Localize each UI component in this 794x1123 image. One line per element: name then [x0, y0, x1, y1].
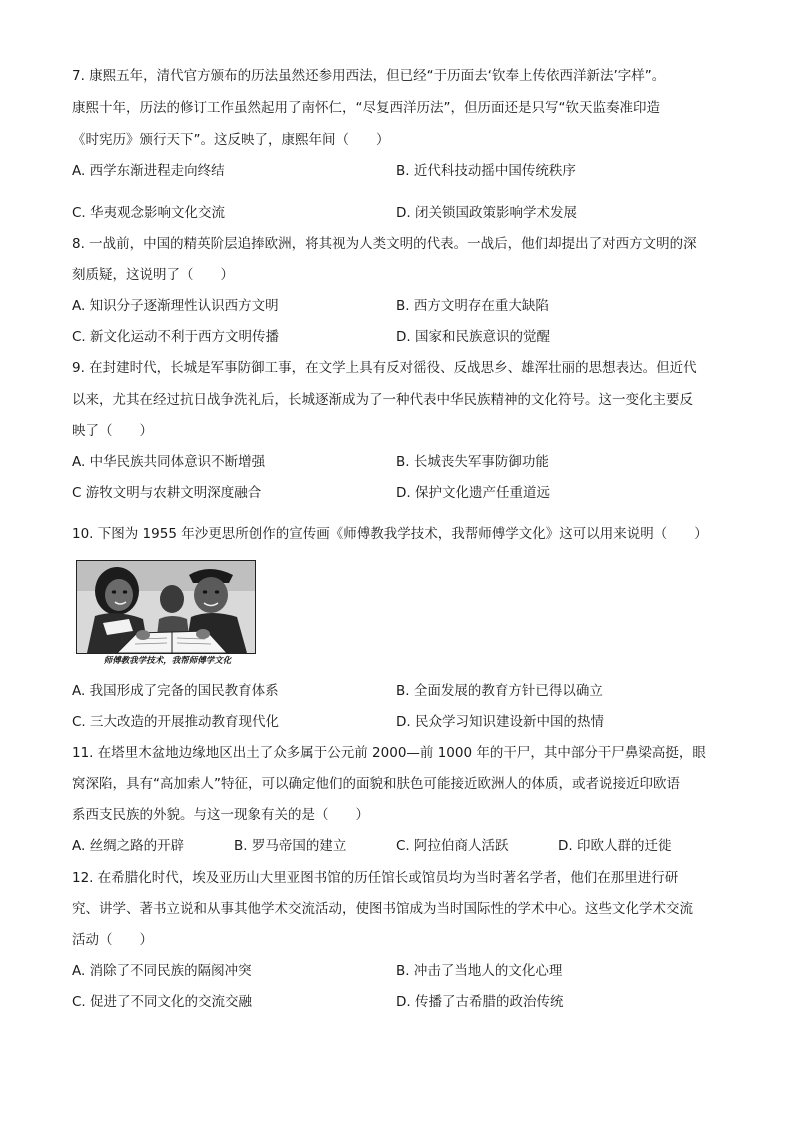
question-text-line: 7. 康熙五年，清代官方颁布的历法虽然还参用西法，但已经“于历面去‘钦奉上传依西洋新法’字样”。	[72, 68, 666, 84]
option-c[interactable]: C. 华夷观念影响文化交流	[72, 205, 226, 221]
option-c[interactable]: C. 新文化运动不利于西方文明传播	[72, 329, 280, 345]
option-a[interactable]: A. 西学东渐进程走向终结	[72, 163, 225, 179]
question-text-line: 刻质疑，这说明了（ ）	[72, 267, 234, 283]
option-c[interactable]: C. 促进了不同文化的交流交融	[72, 994, 253, 1010]
question-text-line: 映了（ ）	[72, 423, 153, 439]
option-d[interactable]: D. 传播了古希腊的政治传统	[396, 994, 564, 1010]
option-d[interactable]: D. 印欧人群的迁徙	[558, 838, 672, 854]
propaganda-poster-image	[76, 560, 256, 654]
option-d[interactable]: D. 国家和民族意识的觉醒	[396, 329, 550, 345]
option-b[interactable]: B. 罗马帝国的建立	[234, 838, 347, 854]
poster-caption: 师傅教我学技术，我帮师傅学文化	[103, 656, 232, 666]
option-b[interactable]: B. 全面发展的教育方针已得以确立	[396, 683, 603, 699]
question-text-line: 康熙十年，历法的修订工作虽然起用了南怀仁，“尽复西洋历法”，但历面还是只写“钦天监奏准印造	[72, 100, 660, 116]
question-text-line: 12. 在希腊化时代，埃及亚历山大里亚图书馆的历任馆长或馆员均为当时著名学者，他们在那里进行研	[72, 870, 679, 886]
option-a[interactable]: A. 消除了不同民族的隔阂冲突	[72, 963, 252, 979]
question-text-line: 活动（ ）	[72, 932, 153, 948]
question-text-line: 8. 一战前，中国的精英阶层追捧欧洲，将其视为人类文明的代表。一战后，他们却提出了对西方文明的深	[72, 236, 697, 252]
option-c[interactable]: C. 三大改造的开展推动教育现代化	[72, 714, 280, 730]
question-text-line: 10. 下图为 1955 年沙更思所创作的宣传画《师傅教我学技术，我帮师傅学文化》这可以用来说明（ ）	[72, 526, 708, 542]
option-b[interactable]: B. 近代科技动摇中国传统秩序	[396, 163, 576, 179]
option-a[interactable]: A. 知识分子逐渐理性认识西方文明	[72, 298, 279, 314]
question-text-line: 以来，尤其在经过抗日战争洗礼后，长城逐渐成为了一种代表中华民族精神的文化符号。这一变化主要反	[72, 392, 693, 408]
question-text-line: 《时宪历》颁行天下”。这反映了，康熙年间（ ）	[72, 132, 390, 148]
question-text-line: 窝深陷，具有“高加索人”特征，可以确定他们的面貌和肤色可能接近欧洲人的体质，或者说接近印欧语	[72, 776, 680, 792]
question-text-line: 11. 在塔里木盆地边缘地区出土了众多属于公元前 2000—前 1000 年的干尸，其中部分干尸鼻梁高挺，眼	[72, 745, 706, 761]
option-b[interactable]: B. 长城丧失军事防御功能	[396, 454, 549, 470]
option-a[interactable]: A. 中华民族共同体意识不断增强	[72, 454, 266, 470]
question-text-line: 9. 在封建时代，长城是军事防御工事，在文学上具有反对徭役、反战思乡、雄浑壮丽的思想表达。但近代	[72, 360, 697, 376]
option-d[interactable]: D. 闭关锁国政策影响学术发展	[396, 205, 577, 221]
option-c[interactable]: C 游牧文明与农耕文明深度融合	[72, 485, 262, 501]
option-c[interactable]: C. 阿拉伯商人活跃	[396, 838, 509, 854]
option-b[interactable]: B. 冲击了当地人的文化心理	[396, 963, 563, 979]
option-a[interactable]: A. 丝绸之路的开辟	[72, 838, 185, 854]
option-a[interactable]: A. 我国形成了完备的国民教育体系	[72, 683, 279, 699]
question-text-line: 究、讲学、著书立说和从事其他学术交流活动，使图书馆成为当时国际性的学术中心。这些文化学术交流	[72, 901, 693, 917]
option-d[interactable]: D. 保护文化遗产任重道远	[396, 485, 550, 501]
option-d[interactable]: D. 民众学习知识建设新中国的热情	[396, 714, 604, 730]
option-b[interactable]: B. 西方文明存在重大缺陷	[396, 298, 549, 314]
question-text-line: 系西支民族的外貌。与这一现象有关的是（ ）	[72, 807, 369, 823]
